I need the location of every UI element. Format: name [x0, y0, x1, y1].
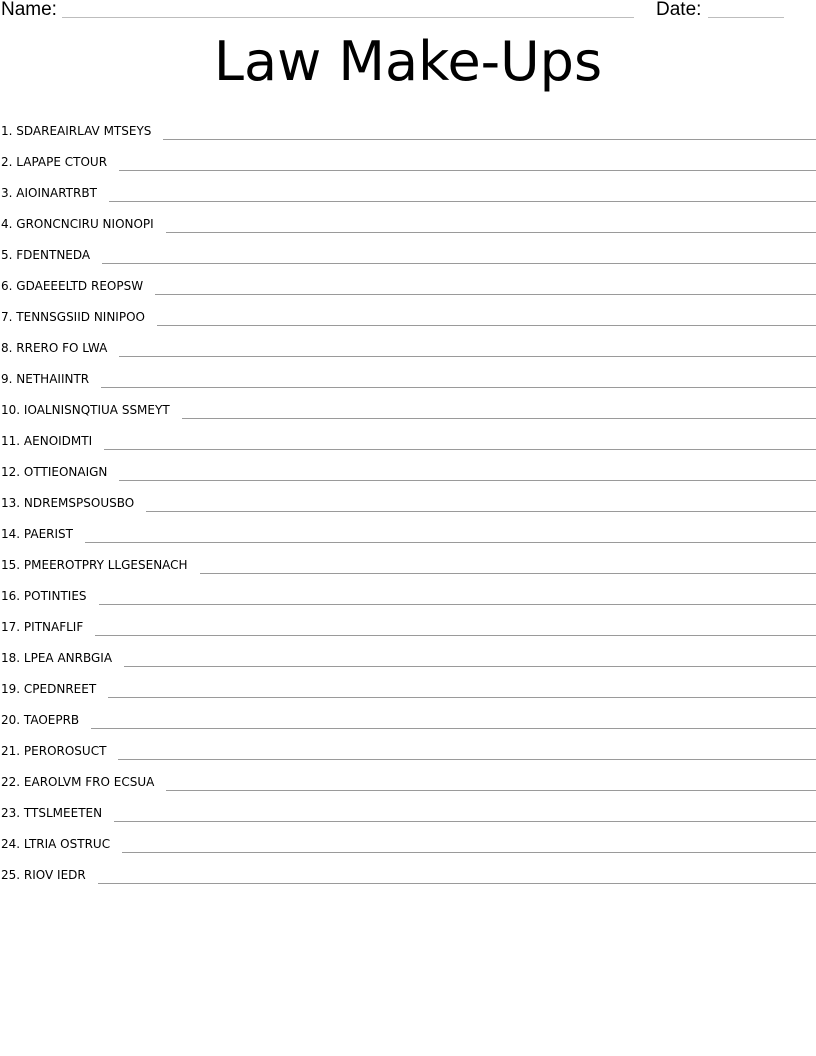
- worksheet-title: Law Make-Ups: [213, 30, 603, 93]
- answer-blank-line: [163, 138, 816, 140]
- word-item: [0, 295, 816, 326]
- item-number: 9 .: [1, 372, 16, 386]
- answer-blank-line: [98, 882, 816, 884]
- scrambled-word: [0, 372, 89, 388]
- item-number: 11 .: [1, 434, 24, 448]
- word-item: [0, 667, 816, 698]
- date-label: Date:: [656, 0, 702, 20]
- scrambled-letters: LAPAPE CTOUR: [16, 155, 108, 169]
- word-item: [0, 357, 816, 388]
- item-number: 2 .: [1, 155, 16, 169]
- answer-blank-line: [119, 355, 816, 357]
- scrambled-word: [0, 744, 106, 760]
- item-number: 10 .: [1, 403, 24, 417]
- item-number: 1 .: [1, 124, 16, 138]
- word-item: [0, 543, 816, 574]
- word-item: [0, 419, 816, 450]
- answer-blank-line: [95, 634, 816, 636]
- item-number: 23 .: [1, 806, 24, 820]
- item-number: 7 .: [1, 310, 16, 324]
- scrambled-letters: PEROROSUCT: [23, 744, 107, 758]
- word-item: [0, 264, 816, 295]
- answer-blank-line: [101, 386, 816, 388]
- scrambled-letters: OTTIEONAIGN: [23, 465, 108, 479]
- answer-blank-line: [124, 665, 816, 667]
- answer-blank-line: [119, 169, 816, 171]
- item-number: 13 .: [1, 496, 24, 510]
- answer-blank-line: [182, 417, 816, 419]
- item-number: 25 .: [1, 868, 24, 882]
- scrambled-letters: PITNAFLIF: [23, 620, 84, 634]
- scrambled-word: [0, 713, 79, 729]
- answer-blank-line: [157, 324, 816, 326]
- answer-blank-line: [114, 820, 816, 822]
- item-number: 17 .: [1, 620, 24, 634]
- word-item: [0, 605, 816, 636]
- scrambled-word: [0, 186, 97, 202]
- item-number: 5 .: [1, 248, 16, 262]
- item-number: 14 .: [1, 527, 24, 541]
- item-number: 6 .: [1, 279, 16, 293]
- scrambled-word: [0, 589, 87, 605]
- name-blank-line: [62, 17, 634, 18]
- word-item: [0, 512, 816, 543]
- answer-blank-line: [99, 603, 816, 605]
- scrambled-letters: EAROLVM FRO ECSUA: [23, 775, 155, 789]
- date-blank-line: [708, 17, 784, 18]
- scrambled-letters: TAOEPRB: [23, 713, 80, 727]
- scrambled-word: [0, 124, 151, 140]
- scrambled-word: [0, 806, 102, 822]
- scrambled-word: [0, 682, 96, 698]
- word-item: [0, 636, 816, 667]
- word-item: [0, 822, 816, 853]
- answer-blank-line: [166, 231, 816, 233]
- answer-blank-line: [85, 541, 816, 543]
- scrambled-word: [0, 279, 143, 295]
- item-number: 24 .: [1, 837, 24, 851]
- scrambled-letters: FDENTNEDA: [16, 248, 91, 262]
- scrambled-letters: SDAREAIRLAV MTSEYS: [16, 124, 152, 138]
- scrambled-letters: POTINTIES: [23, 589, 87, 603]
- item-number: 15 .: [1, 558, 24, 572]
- item-number: 3 .: [1, 186, 16, 200]
- scrambled-word-list: [0, 109, 816, 884]
- scrambled-letters: TTSLMEETEN: [23, 806, 103, 820]
- word-item: [0, 109, 816, 140]
- scrambled-letters: AENOIDMTI: [23, 434, 93, 448]
- word-item: [0, 574, 816, 605]
- scrambled-word: [0, 341, 107, 357]
- scrambled-word: [0, 775, 154, 791]
- word-item: [0, 171, 816, 202]
- word-item: [0, 202, 816, 233]
- scrambled-letters: AIOINARTRBT: [16, 186, 97, 200]
- scrambled-letters: TENNSGSIID NINIPOO: [16, 310, 145, 324]
- item-number: 19 .: [1, 682, 24, 696]
- scrambled-letters: LPEA ANRBGIA: [23, 651, 113, 665]
- scrambled-word: [0, 868, 86, 884]
- answer-blank-line: [118, 758, 816, 760]
- scrambled-letters: NETHAIINTR: [16, 372, 90, 386]
- scrambled-word: [0, 651, 112, 667]
- scrambled-letters: NDREMSPSOUSBO: [23, 496, 135, 510]
- answer-blank-line: [91, 727, 816, 729]
- scrambled-letters: CPEDNREET: [23, 682, 97, 696]
- word-item: [0, 140, 816, 171]
- scrambled-letters: GRONCNCIRU NIONOPI: [16, 217, 154, 231]
- item-number: 12 .: [1, 465, 24, 479]
- scrambled-word: [0, 217, 154, 233]
- scrambled-letters: RRERO FO LWA: [16, 341, 108, 355]
- answer-blank-line: [108, 696, 816, 698]
- word-item: [0, 760, 816, 791]
- item-number: 18 .: [1, 651, 24, 665]
- scrambled-letters: PAERIST: [23, 527, 74, 541]
- scrambled-word: [0, 155, 107, 171]
- scrambled-letters: RIOV IEDR: [23, 868, 86, 882]
- word-item: [0, 853, 816, 884]
- scrambled-word: [0, 496, 134, 512]
- scrambled-word: [0, 434, 92, 450]
- answer-blank-line: [109, 200, 816, 202]
- worksheet-header: [0, 0, 816, 24]
- item-number: 22 .: [1, 775, 24, 789]
- scrambled-word: [0, 558, 188, 574]
- answer-blank-line: [166, 789, 816, 791]
- item-number: 21 .: [1, 744, 24, 758]
- scrambled-word: [0, 310, 145, 326]
- scrambled-letters: PMEEROTPRY LLGESENACH: [23, 558, 188, 572]
- scrambled-word: [0, 248, 90, 264]
- scrambled-letters: GDAEEELTD REOPSW: [16, 279, 144, 293]
- scrambled-word: [0, 403, 170, 419]
- item-number: 4 .: [1, 217, 16, 231]
- scrambled-letters: LTRIA OSTRUC: [23, 837, 111, 851]
- word-item: [0, 233, 816, 264]
- scrambled-word: [0, 527, 73, 543]
- answer-blank-line: [104, 448, 816, 450]
- word-item: [0, 388, 816, 419]
- answer-blank-line: [119, 479, 816, 481]
- word-item: [0, 698, 816, 729]
- item-number: 20 .: [1, 713, 24, 727]
- word-item: [0, 791, 816, 822]
- scrambled-word: [0, 465, 107, 481]
- answer-blank-line: [102, 262, 816, 264]
- answer-blank-line: [122, 851, 816, 853]
- word-item: [0, 326, 816, 357]
- scrambled-word: [0, 620, 83, 636]
- name-label: Name:: [1, 0, 57, 20]
- item-number: 16 .: [1, 589, 24, 603]
- scrambled-word: [0, 837, 110, 853]
- answer-blank-line: [155, 293, 816, 295]
- answer-blank-line: [200, 572, 816, 574]
- item-number: 8 .: [1, 341, 16, 355]
- word-item: [0, 481, 816, 512]
- word-item: [0, 729, 816, 760]
- answer-blank-line: [146, 510, 816, 512]
- word-item: [0, 450, 816, 481]
- scrambled-letters: IOALNISNQTIUA SSMEYT: [23, 403, 170, 417]
